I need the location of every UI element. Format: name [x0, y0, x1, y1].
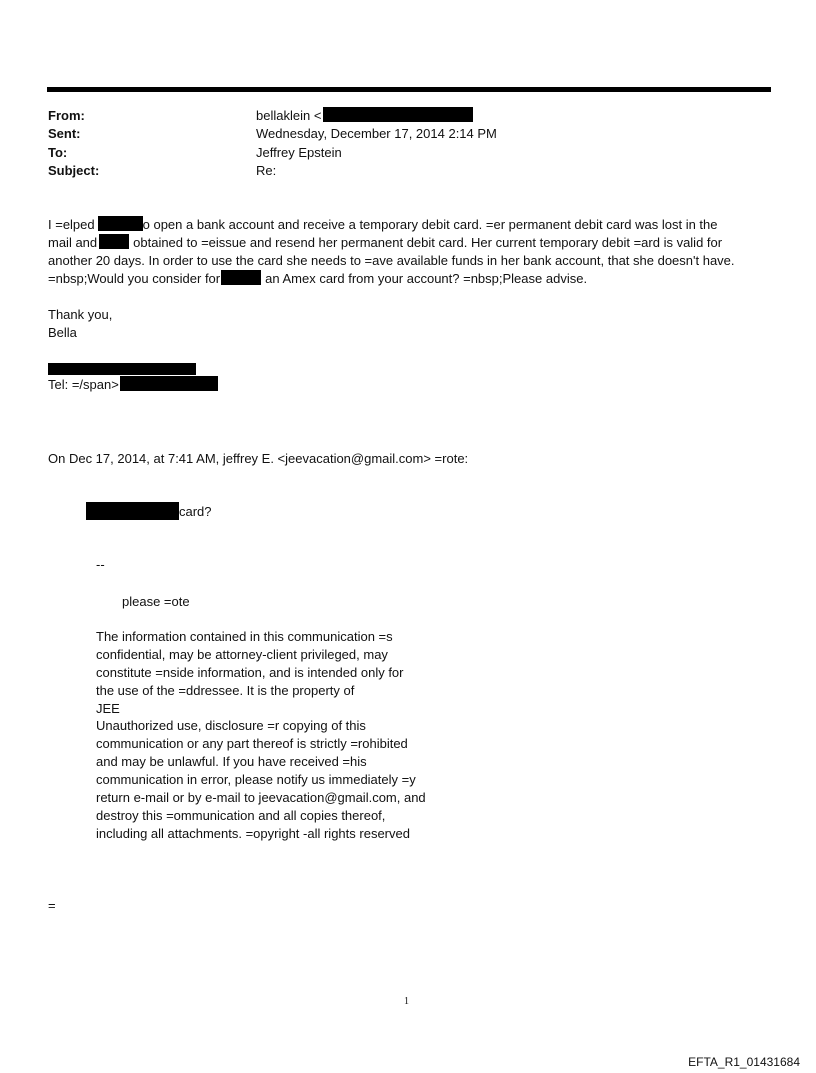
- body-line-3: another 20 days. In order to use the card she needs to =ave available funds in her bank account, that she doesn't have.: [48, 253, 735, 268]
- body-line-4: =nbsp;Would you consider for an Amex card from your account? =nbsp;Please advise.: [48, 271, 588, 286]
- redaction-box: [98, 216, 143, 231]
- subject-value: Re:: [256, 163, 277, 178]
- disclaimer-line: constitute =nside information, and is intended only for: [96, 665, 404, 680]
- disclaimer-line: return e-mail or by e-mail to jeevacation@gmail.com, and: [96, 790, 426, 805]
- disclaimer-line: The information contained in this communication =s: [96, 629, 393, 644]
- sent-value: Wednesday, December 17, 2014 2:14 PM: [256, 126, 497, 141]
- to-value: Jeffrey Epstein: [256, 145, 342, 160]
- quoted-question: card?: [86, 502, 212, 521]
- disclaimer-line: including all attachments. =opyright -all rights reserved: [96, 826, 410, 841]
- body-line-1: I =elped o open a bank account and receive a temporary debit card. =er permanent debit card was lost in the: [48, 217, 718, 232]
- redaction-box: [48, 363, 196, 375]
- trailing-equals: =: [48, 898, 56, 913]
- redaction-box: [323, 107, 473, 122]
- quoted-please-note: please =ote: [122, 594, 190, 609]
- from-name: bellaklein <: [256, 108, 322, 123]
- page-number: 1: [404, 996, 409, 1007]
- disclaimer-line: JEE: [96, 701, 120, 716]
- redaction-box: [86, 502, 179, 520]
- redaction-box: [120, 376, 218, 391]
- quoted-intro: On Dec 17, 2014, at 7:41 AM, jeffrey E. <jeevacation@gmail.com> =rote:: [48, 451, 469, 466]
- redaction-box: [221, 270, 261, 285]
- disclaimer-line: Unauthorized use, disclosure =r copying of this: [96, 718, 366, 733]
- body-line-2: mail and obtained to =eissue and resend her permanent debit card. Her current temporary debit =ard is valid for: [48, 235, 723, 250]
- redaction-box: [99, 234, 129, 249]
- signature-thanks: Thank you,: [48, 307, 113, 322]
- signature-tel: Tel: =/span>: [48, 376, 218, 394]
- from-label: From:: [48, 108, 85, 123]
- disclaimer-line: and may be unlawful. If you have received =his: [96, 754, 367, 769]
- document-id: EFTA_R1_01431684: [688, 1055, 800, 1069]
- sent-label: Sent:: [48, 126, 81, 141]
- signature-name: Bella: [48, 325, 77, 340]
- email-header: [0, 0, 816, 200]
- quoted-dashes: --: [96, 557, 105, 572]
- disclaimer-line: confidential, may be attorney-client privileged, may: [96, 647, 388, 662]
- to-label: To:: [48, 145, 68, 160]
- subject-label: Subject:: [48, 163, 100, 178]
- disclaimer-line: communication in error, please notify us immediately =y: [96, 772, 416, 787]
- disclaimer-line: the use of the =ddressee. It is the property of: [96, 683, 355, 698]
- from-value: [256, 107, 473, 125]
- disclaimer-line: destroy this =ommunication and all copies thereof,: [96, 808, 386, 823]
- disclaimer-line: communication or any part thereof is strictly =rohibited: [96, 736, 408, 751]
